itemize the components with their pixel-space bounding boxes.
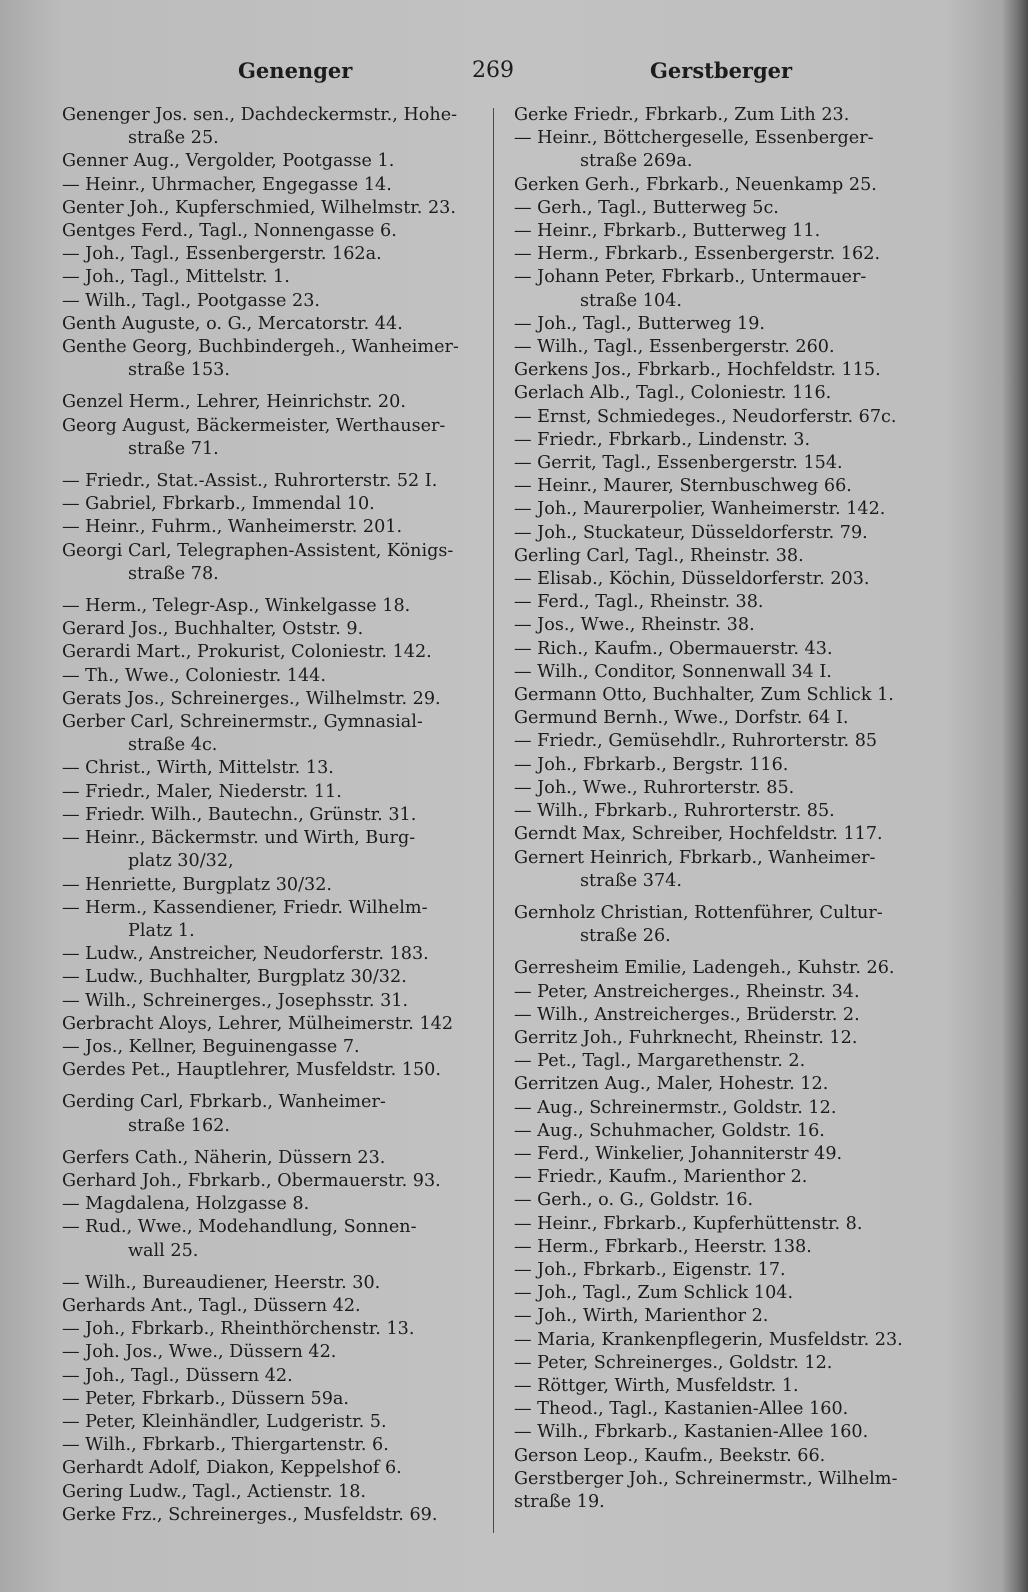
directory-entry: Gerritz Joh., Fuhrknecht, Rheinstr. 12. — [514, 1027, 858, 1048]
directory-entry: — Wilh., Anstreicherges., Brüderstr. 2. — [514, 1004, 860, 1025]
column-divider — [493, 108, 494, 1533]
directory-entry: — Peter, Fbrkarb., Düssern 59a. — [62, 1388, 349, 1409]
directory-entry: Gentges Ferd., Tagl., Nonnengasse 6. — [62, 221, 397, 242]
directory-entry: Genth Auguste, o. G., Mercatorstr. 44. — [62, 313, 403, 334]
directory-entry: Gerlach Alb., Tagl., Coloniestr. 116. — [514, 383, 832, 404]
directory-entry: — Wilh., Fbrkarb., Kastanien-Allee 160. — [514, 1422, 869, 1443]
directory-entry: — Joh., Fbrkarb., Eigenstr. 17. — [514, 1259, 786, 1280]
directory-entry: Gering Ludw., Tagl., Actienstr. 18. — [62, 1481, 366, 1502]
directory-entry: Gerke Frz., Schreinerges., Musfeldstr. 69. — [62, 1504, 438, 1525]
entry-continuation: Platz 1. — [128, 920, 195, 941]
directory-entry: Germann Otto, Buchhalter, Zum Schlick 1. — [514, 685, 894, 706]
directory-entry: — Ernst, Schmiedeges., Neudorferstr. 67c. — [514, 406, 897, 427]
entry-continuation: straße 153. — [128, 360, 230, 381]
directory-entry: Gerhardt Adolf, Diakon, Keppelshof 6. — [62, 1458, 402, 1479]
entry-continuation: straße 162. — [128, 1115, 230, 1136]
directory-entry: — Henriette, Burgplatz 30/32. — [62, 874, 332, 895]
directory-entry: — Wilh., Bureaudiener, Heerstr. 30. — [62, 1272, 381, 1293]
directory-entry: — Pet., Tagl., Margarethenstr. 2. — [514, 1051, 806, 1072]
directory-entry: Gerstberger Joh., Schreinermstr., Wilhelm- — [514, 1468, 898, 1489]
directory-entry: — Wilh., Tagl., Essenbergerstr. 260. — [514, 337, 835, 358]
directory-entry: Gerardi Mart., Prokurist, Coloniestr. 142. — [62, 642, 432, 663]
directory-entry: — Joh., Tagl., Düssern 42. — [62, 1365, 293, 1386]
directory-entry: Gerling Carl, Tagl., Rheinstr. 38. — [514, 545, 804, 566]
directory-entry: Gerhards Ant., Tagl., Düssern 42. — [62, 1295, 361, 1316]
directory-entry: Gerding Carl, Fbrkarb., Wanheimer- — [62, 1092, 386, 1113]
directory-entry: — Heinr., Uhrmacher, Engegasse 14. — [62, 174, 392, 195]
directory-entry: — Friedr., Gemüsehdlr., Ruhrorterstr. 85 — [514, 731, 878, 752]
directory-entry: Germund Bernh., Wwe., Dorfstr. 64 I. — [514, 708, 849, 729]
directory-entry: — Christ., Wirth, Mittelstr. 13. — [62, 758, 334, 779]
entry-continuation: straße 25. — [128, 128, 219, 149]
book-spine-shadow — [1002, 0, 1028, 1592]
entry-continuation: straße 374. — [580, 870, 682, 891]
directory-entry: Genenger Jos. sen., Dachdeckermstr., Hohe- — [62, 105, 458, 125]
directory-entry: Gerken Gerh., Fbrkarb., Neuenkamp 25. — [514, 174, 877, 195]
directory-entry: — Joh., Tagl., Zum Schlick 104. — [514, 1283, 794, 1304]
directory-entry: Georg August, Bäckermeister, Werthauser- — [62, 415, 446, 436]
directory-entry: — Gabriel, Fbrkarb., Immendal 10. — [62, 494, 375, 515]
directory-entry: — Aug., Schreinermstr., Goldstr. 12. — [514, 1097, 837, 1118]
directory-entry: — Herm., Fbrkarb., Essenbergerstr. 162. — [514, 244, 881, 265]
directory-entry: — Rich., Kaufm., Obermauerstr. 43. — [514, 638, 833, 659]
directory-entry: — Röttger, Wirth, Musfeldstr. 1. — [514, 1375, 799, 1396]
directory-entry: Genthe Georg, Buchbindergeh., Wanheimer- — [62, 337, 459, 358]
directory-entry: — Joh., Fbrkarb., Bergstr. 116. — [514, 754, 789, 775]
directory-entry: Gernholz Christian, Rottenführer, Cultur- — [514, 902, 883, 923]
entry-continuation: straße 78. — [128, 563, 219, 584]
directory-entry: — Jos., Kellner, Beguinengasse 7. — [62, 1036, 360, 1057]
directory-entry: — Joh., Wwe., Ruhrorterstr. 85. — [514, 777, 795, 798]
entry-continuation: straße 104. — [580, 290, 682, 311]
directory-entry: Gerndt Max, Schreiber, Hochfeldstr. 117. — [514, 824, 883, 845]
directory-entry: — Ludw., Anstreicher, Neudorferstr. 183. — [62, 944, 429, 965]
right-column — [514, 104, 954, 1514]
entry-continuation: straße 4c. — [128, 735, 218, 756]
directory-entry: — Joh., Tagl., Mittelstr. 1. — [62, 267, 290, 288]
directory-entry: Gerber Carl, Schreinermstr., Gymnasial- — [62, 712, 423, 733]
directory-entry: — Ferd., Tagl., Rheinstr. 38. — [514, 592, 764, 613]
directory-entry: — Wilh., Fbrkarb., Ruhrorterstr. 85. — [514, 801, 835, 822]
left-column — [62, 104, 490, 1527]
directory-entry: — Joh., Tagl., Butterweg 19. — [514, 313, 765, 334]
directory-entry: Georgi Carl, Telegraphen-Assistent, Königs- — [62, 540, 454, 561]
directory-entry: — Elisab., Köchin, Düsseldorferstr. 203. — [514, 569, 870, 590]
directory-entry: — Wilh., Conditor, Sonnenwall 34 I. — [514, 661, 832, 682]
directory-entry: — Wilh., Tagl., Pootgasse 23. — [62, 290, 321, 311]
directory-entry: — Friedr., Stat.-Assist., Ruhrorterstr. 52 I. — [62, 471, 438, 492]
directory-entry: — Heinr., Maurer, Sternbuschweg 66. — [514, 476, 852, 497]
page-header — [60, 58, 793, 88]
directory-entry: — Peter, Kleinhändler, Ludgeristr. 5. — [62, 1411, 387, 1432]
directory-entry: Gerke Friedr., Fbrkarb., Zum Lith 23. — [514, 105, 850, 125]
directory-entry: Gerard Jos., Buchhalter, Oststr. 9. — [62, 619, 364, 640]
directory-entry: — Friedr. Wilh., Bautechn., Grünstr. 31. — [62, 804, 417, 825]
directory-entry: — Friedr., Fbrkarb., Lindenstr. 3. — [514, 429, 811, 450]
directory-entry: — Joh., Stuckateur, Düsseldorferstr. 79. — [514, 522, 868, 543]
directory-entry: — Heinr., Fbrkarb., Kupferhüttenstr. 8. — [514, 1213, 863, 1234]
entry-continuation: platz 30/32, — [128, 851, 234, 872]
directory-entry: — Herm., Telegr-Asp., Winkelgasse 18. — [62, 596, 411, 617]
directory-entry: — Th., Wwe., Coloniestr. 144. — [62, 665, 326, 686]
directory-entry: Gerkens Jos., Fbrkarb., Hochfeldstr. 115. — [514, 360, 881, 381]
directory-entry: — Ludw., Buchhalter, Burgplatz 30/32. — [62, 967, 407, 988]
directory-entry: — Maria, Krankenpflegerin, Musfeldstr. 23. — [514, 1329, 903, 1350]
directory-entry: — Joh., Fbrkarb., Rheinthörchenstr. 13. — [62, 1319, 415, 1340]
directory-entry: — Jos., Wwe., Rheinstr. 38. — [514, 615, 755, 636]
directory-entry: — Aug., Schuhmacher, Goldstr. 16. — [514, 1120, 825, 1141]
entry-continuation: straße 269a. — [580, 151, 693, 172]
directory-entry: — Herm., Fbrkarb., Heerstr. 138. — [514, 1236, 812, 1257]
header-left-word: Genenger — [238, 58, 353, 83]
directory-entry: — Johann Peter, Fbrkarb., Untermauer- — [514, 267, 867, 288]
entry-continuation: straße 26. — [580, 926, 671, 947]
directory-entry: — Wilh., Fbrkarb., Thiergartenstr. 6. — [62, 1435, 389, 1456]
directory-entry: Gerfers Cath., Näherin, Düssern 23. — [62, 1147, 386, 1168]
directory-entry: Gerresheim Emilie, Ladengeh., Kuhstr. 26. — [514, 958, 895, 979]
directory-entry: — Ferd., Winkelier, Johanniterstr 49. — [514, 1143, 843, 1164]
directory-entry: — Joh., Tagl., Essenbergerstr. 162a. — [62, 244, 382, 265]
directory-entry: — Magdalena, Holzgasse 8. — [62, 1194, 310, 1215]
directory-entry: — Wilh., Schreinerges., Josephsstr. 31. — [62, 990, 409, 1011]
directory-entry: — Heinr., Fbrkarb., Butterweg 11. — [514, 221, 821, 242]
directory-entry: — Herm., Kassendiener, Friedr. Wilhelm- — [62, 897, 428, 918]
directory-entry: — Heinr., Böttchergeselle, Essenberger- — [514, 128, 874, 149]
directory-entry: — Friedr., Kaufm., Marienthor 2. — [514, 1167, 808, 1188]
header-right-word: Gerstberger — [650, 58, 793, 83]
entry-continuation: wall 25. — [128, 1240, 199, 1261]
entry-continuation: straße 71. — [128, 438, 219, 459]
directory-entry: — Friedr., Maler, Niederstr. 11. — [62, 781, 342, 802]
directory-entry: — Heinr., Bäckermstr. und Wirth, Burg- — [62, 828, 416, 849]
directory-entry: Gerats Jos., Schreinerges., Wilhelmstr. 29. — [62, 688, 441, 709]
directory-entry: — Gerh., Tagl., Butterweg 5c. — [514, 197, 779, 218]
directory-entry: — Joh., Maurerpolier, Wanheimerstr. 142. — [514, 499, 886, 520]
directory-entry: Gerritzen Aug., Maler, Hohestr. 12. — [514, 1074, 829, 1095]
directory-entry: — Gerrit, Tagl., Essenbergerstr. 154. — [514, 453, 843, 474]
directory-entry: straße 19. — [514, 1491, 605, 1512]
directory-entry: Gerhard Joh., Fbrkarb., Obermauerstr. 93. — [62, 1170, 441, 1191]
directory-entry: Gerson Leop., Kaufm., Beekstr. 66. — [514, 1445, 826, 1466]
directory-entry: — Joh., Wirth, Marienthor 2. — [514, 1306, 769, 1327]
directory-entry: — Peter, Schreinerges., Goldstr. 12. — [514, 1352, 833, 1373]
directory-entry: — Peter, Anstreicherges., Rheinstr. 34. — [514, 981, 860, 1002]
directory-entry: — Joh. Jos., Wwe., Düssern 42. — [62, 1342, 337, 1363]
directory-entry: Gernert Heinrich, Fbrkarb., Wanheimer- — [514, 847, 876, 868]
directory-entry: — Gerh., o. G., Goldstr. 16. — [514, 1190, 754, 1211]
directory-entry: Gerdes Pet., Hauptlehrer, Musfeldstr. 150. — [62, 1060, 441, 1081]
directory-entry: Genner Aug., Vergolder, Pootgasse 1. — [62, 151, 395, 172]
directory-entry: — Theod., Tagl., Kastanien-Allee 160. — [514, 1399, 849, 1420]
page-number: 269 — [472, 58, 514, 83]
directory-entry: — Rud., Wwe., Modehandlung, Sonnen- — [62, 1217, 417, 1238]
directory-entry: Genter Joh., Kupferschmied, Wilhelmstr. 23. — [62, 197, 456, 218]
directory-entry: Gerbracht Aloys, Lehrer, Mülheimerstr. 142 — [62, 1013, 454, 1034]
directory-entry: Genzel Herm., Lehrer, Heinrichstr. 20. — [62, 392, 406, 413]
directory-entry: — Heinr., Fuhrm., Wanheimerstr. 201. — [62, 517, 403, 538]
